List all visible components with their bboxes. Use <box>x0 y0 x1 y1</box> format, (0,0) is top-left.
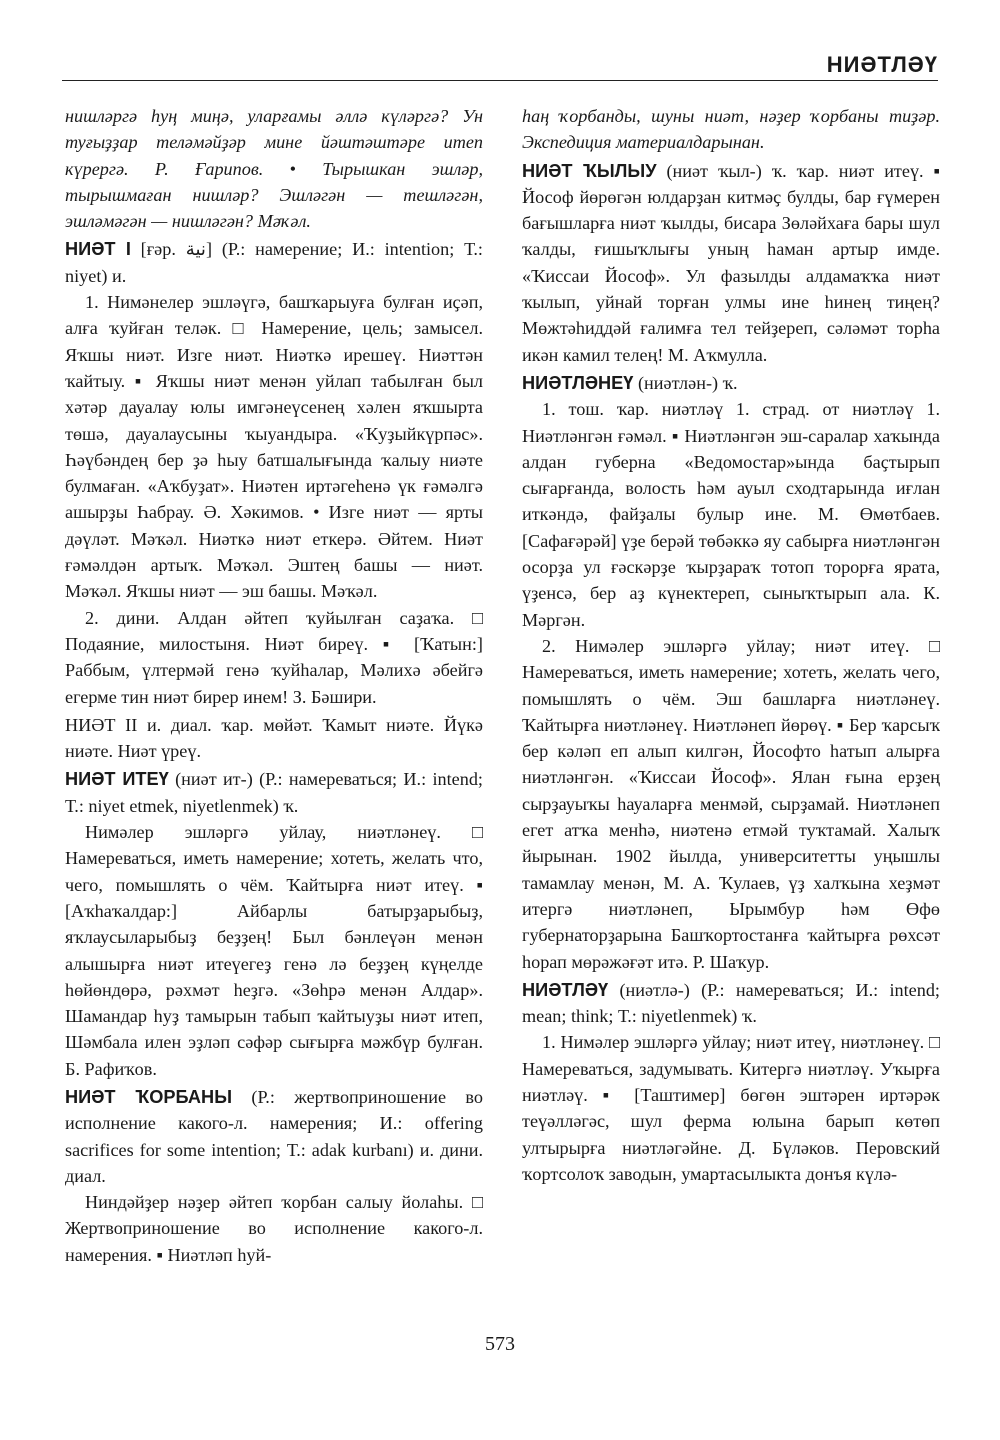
sense-1: 1. Нимәнелер эшләүгә, башҡарыуға булған иҫәп, алға ҡуйған теләк. □ Намерение, цель; замысел. Яҡшы ниәт. Изге ниәт. Ниәткә ирешеү. Ниәттән ҡайтыу. ▪ Яҡшы ниәт менән уйлап табылған был хәтәр дауалау юлы имгәнеүсенең хәлен яҡшырта төшә, дауалаусыны ҡыуандыра. «Ҡуҙыйкүрпәс». Һәүбәндең бер ҙә һыу батшалығында ҡалыу ниәте булмаған. «Аҡбуҙат». Ниәтен иртәгеһенә үк ғәмәлгә ашырҙы Һабрау. Ә. Хәкимов. • Изге ниәт — ярты дәүләт. Мәҡәл. Ниәткә ниәт еткерә. Әйтем. Ниәт ғәмәлдән артыҡ. Мәҡәл. Эштең башы — ниәт. Мәҡәл. Яҡшы ниәт — эш башы. Мәҡәл. <box>65 292 483 602</box>
entry-niat-korbany <box>65 1084 483 1189</box>
headword: НИӘТ I <box>65 239 131 260</box>
entry-grammar: (ниәтлә-) (Р.: намереваться; И.: intend; mean; think; Т.: niyetlenmek) ҡ. <box>522 979 940 1027</box>
headword: НИӘТ ҠЫЛЫУ <box>522 160 657 181</box>
sense-1: 1. тош. ҡар. ниәтләү 1. страд. от ниәтләү 1. Ниәтләнгән ғәмәл. ▪ Ниәтләнгән эш-саралар хаҡында алдан губерна «Ведомостар»ында баҫтырып сығарғанда, волость һәм ауыл сходтарында иғлан иткәндә, файҙалы булыр ине. М. Өмөтбаев. [Сафағәрәй] үҙе берәй төбәккә яу сабырға ниәтләнгән осорҙа ул ғәскәрҙе ҡырҙараҡ тотоп торорға ярата, үҙенсә, бер аҙ күнектереп, сыныҡтырып ала. К. Мәргән. <box>522 399 940 630</box>
running-head: НИӘТЛӘҮ <box>826 52 938 77</box>
entry-body: (ниәт ҡыл-) ҡ. ҡар. ниәт итеү. ▪ Йософ йөрөгән юлдарҙан китмәҫ булды, бар ғүмерен бағышларға ниәт ҡылды, бисара Зөләйхаға бары шул ҡалды, ғишыҡлығы уның һаман артыр имде. «Ҡиссаи Йософ». Ул фазылды алдамаҡҡа ниәт ҡылып, уйнай торған улмы ине һинең тиңең? Мөжтәһиддәй ғалимға тел тейҙереп, сәләмәт торһа икән камил телең! М. Аҡмулла. <box>522 160 940 365</box>
entry-niat-kylyu <box>522 158 940 368</box>
entry-niat-2: НИӘТ II и. диал. ҡар. мөйәт. Ҡамыт ниәте. Йүкә ниәте. Ниәт үреү. <box>65 714 483 762</box>
entry-grammar: (ниәтлән-) ҡ. <box>633 372 738 393</box>
headword: НИӘТ ИТЕҮ <box>65 769 169 790</box>
header-rule <box>62 80 938 81</box>
entry-niatlau <box>522 977 940 1030</box>
entry-niat-1 <box>65 236 483 289</box>
entry-niatlaneu <box>522 370 940 396</box>
continuation-paragraph: нишләргә һуң миңә, уларғамы әллә күләргә? Ун туғыҙҙар теләмәйҙәр мине йәштәштәре итеп күрергә. Р. Ғарипов. • Тырышкан эшләр, тырышмаған нишләр? Эшләгән — тешләгән, эшләмәгән — нишләгән? Мәҡәл. <box>65 106 483 232</box>
sense-1: 1. Нимәлер эшләргә уйлау; ниәт итеү, ниәтләнеү. □ Намереваться, задумывать. Китергә ниәтләү. Уҡырға ниәтләү. ▪ [Таштимер] бөгөн эштәрен иртәрәк теүәлләгәс, шул ферма юлына барып көтөп ултырырға ниәтләгәйне. Д. Бүләков. Перовский ҡортсолоҡ заводын, умартасылыкта донъя күлә- <box>522 1032 940 1184</box>
entry-grammar: (Р.: жертвоприношение во исполнение какого-л. намерения; И.: offering sacrifices for some intention; Т.: adak kurbanı) и. дини. диал. <box>65 1086 483 1186</box>
left-column <box>65 103 483 1328</box>
headword: НИӘТЛӘНЕҮ <box>522 372 634 393</box>
entry-niat-iteu <box>65 766 483 819</box>
headword: НИӘТЛӘҮ <box>522 979 609 1000</box>
entry-body: Ниндәйҙер нәҙер әйтеп ҡорбан салыу йолаһы. □ Жертвоприношение во исполнение какого-л. намерения. ▪ Ниәтләп һуй- <box>65 1192 483 1265</box>
page-number: 573 <box>485 1333 515 1355</box>
entry-body: Нимәлер эшләргә уйлау, ниәтләнеү. □ Намереваться, иметь намерение; хотеть, желать что, чего, помышлять о чём. Ҡайтырға ниәт итеү. ▪ [Аҡһаҡалдар:] Айбарлы батырҙарыбыҙ, яҡлаусыларыбыҙ беҙҙең! Был бәнлеүән менән алышырға ниәт итеүегеҙ генә лә беҙҙең күңелде һөйөндөрә, рәхмәт һеҙгә. «Зөһрә менән Алдар». Шамандар һуҙ тамырын табып ҡайтыуҙы ниәт итеп, Шәмбала илен эҙләп сәфәр сығырға мәжбүр булған. Б. Рафиҡов. <box>65 822 483 1079</box>
entry-grammar: [ғәр. نية] (Р.: намерение; И.: intention; Т.: niyet) и. <box>65 239 483 286</box>
sense-2: 2. дини. Алдан әйтеп ҡуйылған саҙаҡа. □ Подаяние, милостыня. Ниәт биреү. ▪ [Ҡатын:] Раббым, үлтермәй генә ҡуйһалар, Мәлихә әбейгә егерме тин ниәт бирер инем! З. Бәшири. <box>65 607 483 707</box>
headword: НИӘТ ҠОРБАНЫ <box>65 1086 232 1107</box>
sense-2: 2. Нимәлер эшләргә уйлау; ниәт итеү. □ Намереваться, иметь намерение; хотеть, желать чего, помышлять о чём. Эш башларға ниәтләнеү. Ҡайтырға ниәтләнеү. Ниәтләнеп йөрөү. ▪ Бер ҡарсыҡ бер кәләп еп алып килгән, Йософто һатып алырға ниәтләнгән. «Ҡиссаи Йософ». Ялан ғына ерҙең сырҙауыҡы һауаларға менмәй, сырҙамай. Ниәтләнеп егет атҡа менһә, ниәтенә етмәй туҡтамай. Халыҡ йырынан. 1902 йылда, университетты уңышлы тамамлау менән, М. А. Ҡулаев, үҙ халҡына хеҙмәт итергә ниәтләнеп, Ырымбур һәм Өфө губернаторҙарына Башҡортостанға ҡайтырға рөхсәт һорап мөрәжәғәт итә. Р. Шаҡур. <box>522 635 940 972</box>
continuation-paragraph: һаң ҡорбанды, шуны ниәт, нәҙер ҡорбаны тиҙәр. Экспедиция материалдарынан. <box>522 106 940 153</box>
right-column <box>522 103 940 1328</box>
entry-grammar: (ниәт ит-) (Р.: намереваться; И.: intend; Т.: niyet etmek, niyetlenmek) ҡ. <box>65 769 483 816</box>
